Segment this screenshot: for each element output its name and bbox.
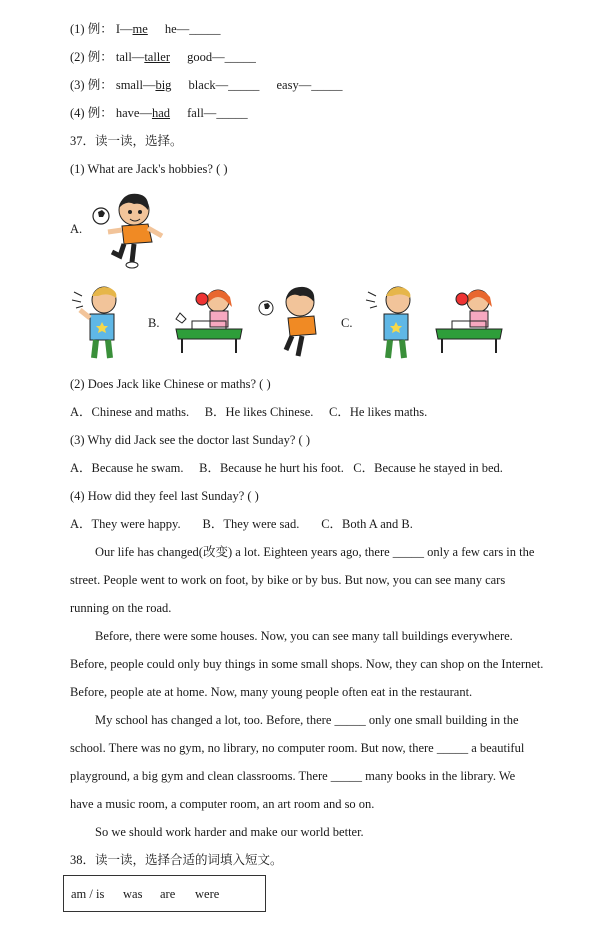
passage-line: school. There was no gym, no library, no computer room. But now, there _____ a beautiful [70, 741, 525, 755]
passage-line: Our life has changed(改变) a lot. Eighteen years ago, there _____ only a few cars in the [95, 545, 535, 559]
q36-item-2: (2) 例： tall—taller good—_____ [70, 50, 256, 64]
q37-question-1: (1) What are Jack's hobbies? ( ) [70, 162, 228, 176]
word-option: was [123, 887, 143, 901]
word-option: are [160, 887, 176, 901]
blank[interactable]: _____ [189, 22, 221, 36]
passage-line: Before, there were some houses. Now, you can see many tall buildings everywhere. [95, 629, 513, 643]
ping-pong-girl-image-c [432, 283, 508, 359]
q37-question-3-options: A．Because he swam. B．Because he hurt his foot. C．Because he stayed in bed. [70, 461, 503, 475]
q36-item-1: (1) 例： I—me he—_____ [70, 22, 221, 36]
word-bank [63, 875, 266, 912]
ping-pong-girl-image [172, 283, 248, 359]
word-option: were [195, 887, 220, 901]
option-a-label: A. [70, 222, 83, 236]
q37-question-2: (2) Does Jack like Chinese or maths? ( ) [70, 377, 271, 391]
blank[interactable]: _____ [224, 50, 256, 64]
q36-item-3: (3) 例： small—big black—_____ easy—_____ [70, 78, 343, 92]
passage-line: Before, people ate at home. Now, many young people often eat in the restaurant. [70, 685, 473, 699]
q36-item-4: (4) 例： have—had fall—_____ [70, 106, 248, 120]
soccer-boy-image [90, 190, 168, 270]
passage-line: street. People went to work on foot, by bike or by bus. But now, you can see many cars [70, 573, 506, 587]
q38-heading: 38．读一读，选择合适的词填入短文。 [70, 853, 283, 867]
passage-line: playground, a big gym and clean classrooms. There _____ many books in the library. We [70, 769, 516, 783]
q37-question-4: (4) How did they feel last Sunday? ( ) [70, 489, 259, 503]
passage-line: running on the road. [70, 601, 172, 615]
q37-question-4-options: A．They were happy. B．They were sad. C．Both A and B. [70, 517, 413, 531]
blank[interactable]: _____ [228, 78, 260, 92]
option-c-label: C. [341, 316, 353, 330]
word-option: am / is [71, 887, 105, 901]
blank[interactable]: _____ [216, 106, 248, 120]
passage-line: have a music room, a computer room, an art room and so on. [70, 797, 375, 811]
sick-boy-image-c [362, 282, 422, 362]
passage-line: So we should work harder and make our world better. [95, 825, 364, 839]
blank[interactable]: _____ [311, 78, 343, 92]
passage-line: Before, people could only buy things in some small shops. Now, they can shop on the Internet. [70, 657, 544, 671]
passage-line: My school has changed a lot, too. Before, there _____ only one small building in the [95, 713, 519, 727]
sick-boy-image [68, 282, 128, 362]
q37-question-2-options: A．Chinese and maths. B．He likes Chinese. C．He likes maths. [70, 405, 428, 419]
q37-heading: 37．读一读，选择。 [70, 134, 183, 148]
option-b-label: B. [148, 316, 160, 330]
soccer-boy-image-b [258, 284, 328, 362]
q37-question-3: (3) Why did Jack see the doctor last Sunday? ( ) [70, 433, 310, 447]
